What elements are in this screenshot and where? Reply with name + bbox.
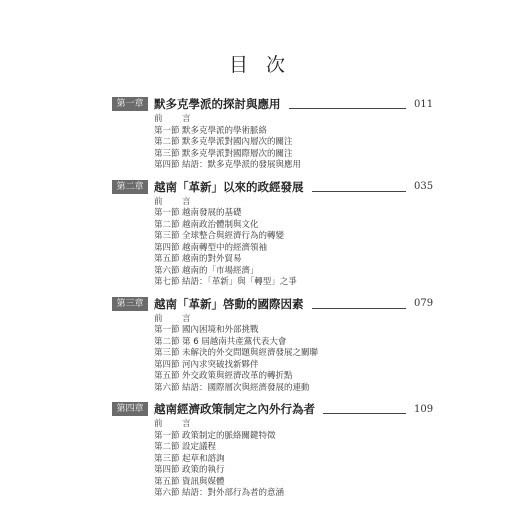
chapter-number-badge: 第一章: [112, 97, 148, 111]
section-number: 第五節: [154, 254, 180, 264]
section-title: 政策制定的脈絡關鍵特徵: [182, 430, 276, 441]
section-number: 第四節: [154, 160, 180, 170]
section-title: 結語：「革新」與「轉型」之爭: [182, 277, 297, 287]
section-title: 默多克學派的學術脈絡: [182, 125, 268, 136]
section-title: 設定議程: [182, 442, 217, 452]
section-number: 第四節: [154, 242, 180, 253]
leader-line: [312, 182, 407, 192]
section-entry[interactable]: [154, 277, 520, 289]
section-entry[interactable]: [154, 114, 520, 126]
chapter-number-badge: 第三章: [112, 297, 148, 311]
section-number: 第六節: [154, 382, 180, 393]
section-title: 資訊與媒體: [182, 476, 225, 487]
chapter-heading[interactable]: [0, 179, 520, 195]
chapter-page-number: 079: [414, 298, 434, 309]
section-number: 前: [154, 419, 163, 429]
section-title: 言: [182, 196, 191, 207]
leader-line: [289, 99, 407, 109]
section-title: 越南轉型中的經濟領袖: [182, 242, 268, 253]
section-entry[interactable]: [154, 137, 520, 149]
toc-chapter: [0, 296, 520, 395]
section-title: 越南的「市場經濟」: [182, 265, 259, 276]
section-title: 結語：國際層次與經濟發展的連動: [182, 382, 310, 393]
section-number: 第三節: [154, 231, 180, 241]
section-entry[interactable]: [154, 465, 520, 477]
chapter-heading[interactable]: [0, 96, 520, 112]
section-list: [154, 314, 520, 395]
section-entry[interactable]: [154, 231, 520, 243]
section-title: 國內困境和外部挑戰: [182, 325, 259, 335]
section-entry[interactable]: [154, 243, 520, 255]
leader-line: [323, 404, 406, 414]
section-number: 第四節: [154, 359, 180, 370]
chapter-title: 默多克學派的探討與應用: [154, 97, 281, 111]
toc-chapter: [0, 96, 520, 172]
chapter-title: 越南經濟政策制定之內外行為者: [154, 402, 315, 416]
section-number: 第六節: [154, 265, 180, 276]
section-number: 前: [154, 114, 163, 124]
toc-chapter: [0, 179, 520, 289]
section-title: 結語：對外部行為者的意涵: [182, 488, 285, 498]
section-entry[interactable]: [154, 220, 520, 232]
section-title: 第 6 屆越南共產黨代表大會: [182, 336, 287, 347]
section-entry[interactable]: [154, 126, 520, 138]
section-number: 第三節: [154, 453, 180, 464]
chapter-number-badge: 第二章: [112, 180, 148, 194]
section-title: 默多克學派對國內層次的關注: [182, 137, 293, 147]
section-number: 第二節: [154, 336, 180, 347]
section-number: 第四節: [154, 465, 180, 475]
section-number: 第一節: [154, 208, 180, 218]
section-number: 第二節: [154, 219, 180, 230]
section-entry[interactable]: [154, 254, 520, 266]
section-entry[interactable]: [154, 383, 520, 395]
section-list: [154, 197, 520, 289]
section-number: 第六節: [154, 488, 180, 498]
chapter-title: 越南「革新」以來的政經發展: [154, 179, 304, 194]
section-entry[interactable]: [154, 419, 520, 431]
section-title: 言: [182, 419, 191, 429]
chapter-title: 越南「革新」啓動的國際因素: [154, 296, 304, 311]
section-title: 越南發展的基礎: [182, 208, 242, 218]
section-title: 默多克學派對國際層次的關注: [182, 148, 293, 159]
table-of-contents: [0, 96, 520, 507]
section-number: 第三節: [154, 148, 180, 159]
chapter-page-number: 011: [414, 98, 434, 110]
section-entry[interactable]: [154, 149, 520, 161]
section-entry[interactable]: [154, 314, 520, 326]
section-entry[interactable]: [154, 197, 520, 209]
section-title: 河內求突破找新夥伴: [182, 359, 259, 370]
section-title: 未解決的外交問題與經濟發展之關聯: [182, 348, 319, 358]
section-entry[interactable]: [154, 160, 520, 172]
chapter-number-badge: 第四章: [112, 402, 148, 416]
section-title: 越南政治體制與文化: [182, 219, 259, 230]
page-title: 目 次: [228, 54, 292, 76]
section-number: 前: [154, 313, 163, 324]
section-number: 第二節: [154, 442, 180, 452]
chapter-page-number: 035: [414, 181, 434, 192]
section-title: 結語：默多克學派的發展與應用: [182, 160, 302, 170]
section-number: 第七節: [154, 277, 180, 287]
section-list: [154, 419, 520, 500]
section-entry[interactable]: [154, 337, 520, 349]
section-number: 第一節: [154, 325, 180, 335]
section-title: 越南的對外貿易: [182, 254, 242, 264]
section-title: 言: [182, 313, 191, 324]
section-entry[interactable]: [154, 371, 520, 383]
section-entry[interactable]: [154, 442, 520, 454]
section-entry[interactable]: [154, 325, 520, 337]
section-list: [154, 114, 520, 172]
section-entry[interactable]: [154, 348, 520, 360]
section-entry[interactable]: [154, 360, 520, 372]
chapter-heading[interactable]: [0, 296, 520, 312]
section-title: 政策的執行: [182, 465, 225, 475]
section-number: 前: [154, 196, 163, 207]
section-number: 第一節: [154, 125, 180, 136]
section-entry[interactable]: [154, 477, 520, 489]
section-title: 全球整合與經濟行為的轉變: [182, 231, 285, 241]
section-entry[interactable]: [154, 488, 520, 500]
section-entry[interactable]: [154, 454, 520, 466]
section-number: 第五節: [154, 371, 180, 381]
toc-chapter: [0, 401, 520, 500]
section-number: 第二節: [154, 137, 180, 147]
section-title: 言: [182, 114, 191, 124]
chapter-page-number: 109: [414, 403, 434, 415]
section-number: 第三節: [154, 348, 180, 358]
chapter-heading[interactable]: [0, 401, 520, 417]
section-number: 第五節: [154, 476, 180, 487]
section-entry[interactable]: [154, 431, 520, 443]
section-title: 外交政策與經濟改革的轉折點: [182, 371, 293, 381]
leader-line: [312, 299, 407, 309]
section-entry[interactable]: [154, 266, 520, 278]
section-title: 起草和諮詢: [182, 453, 225, 464]
section-number: 第一節: [154, 430, 180, 441]
section-entry[interactable]: [154, 208, 520, 220]
